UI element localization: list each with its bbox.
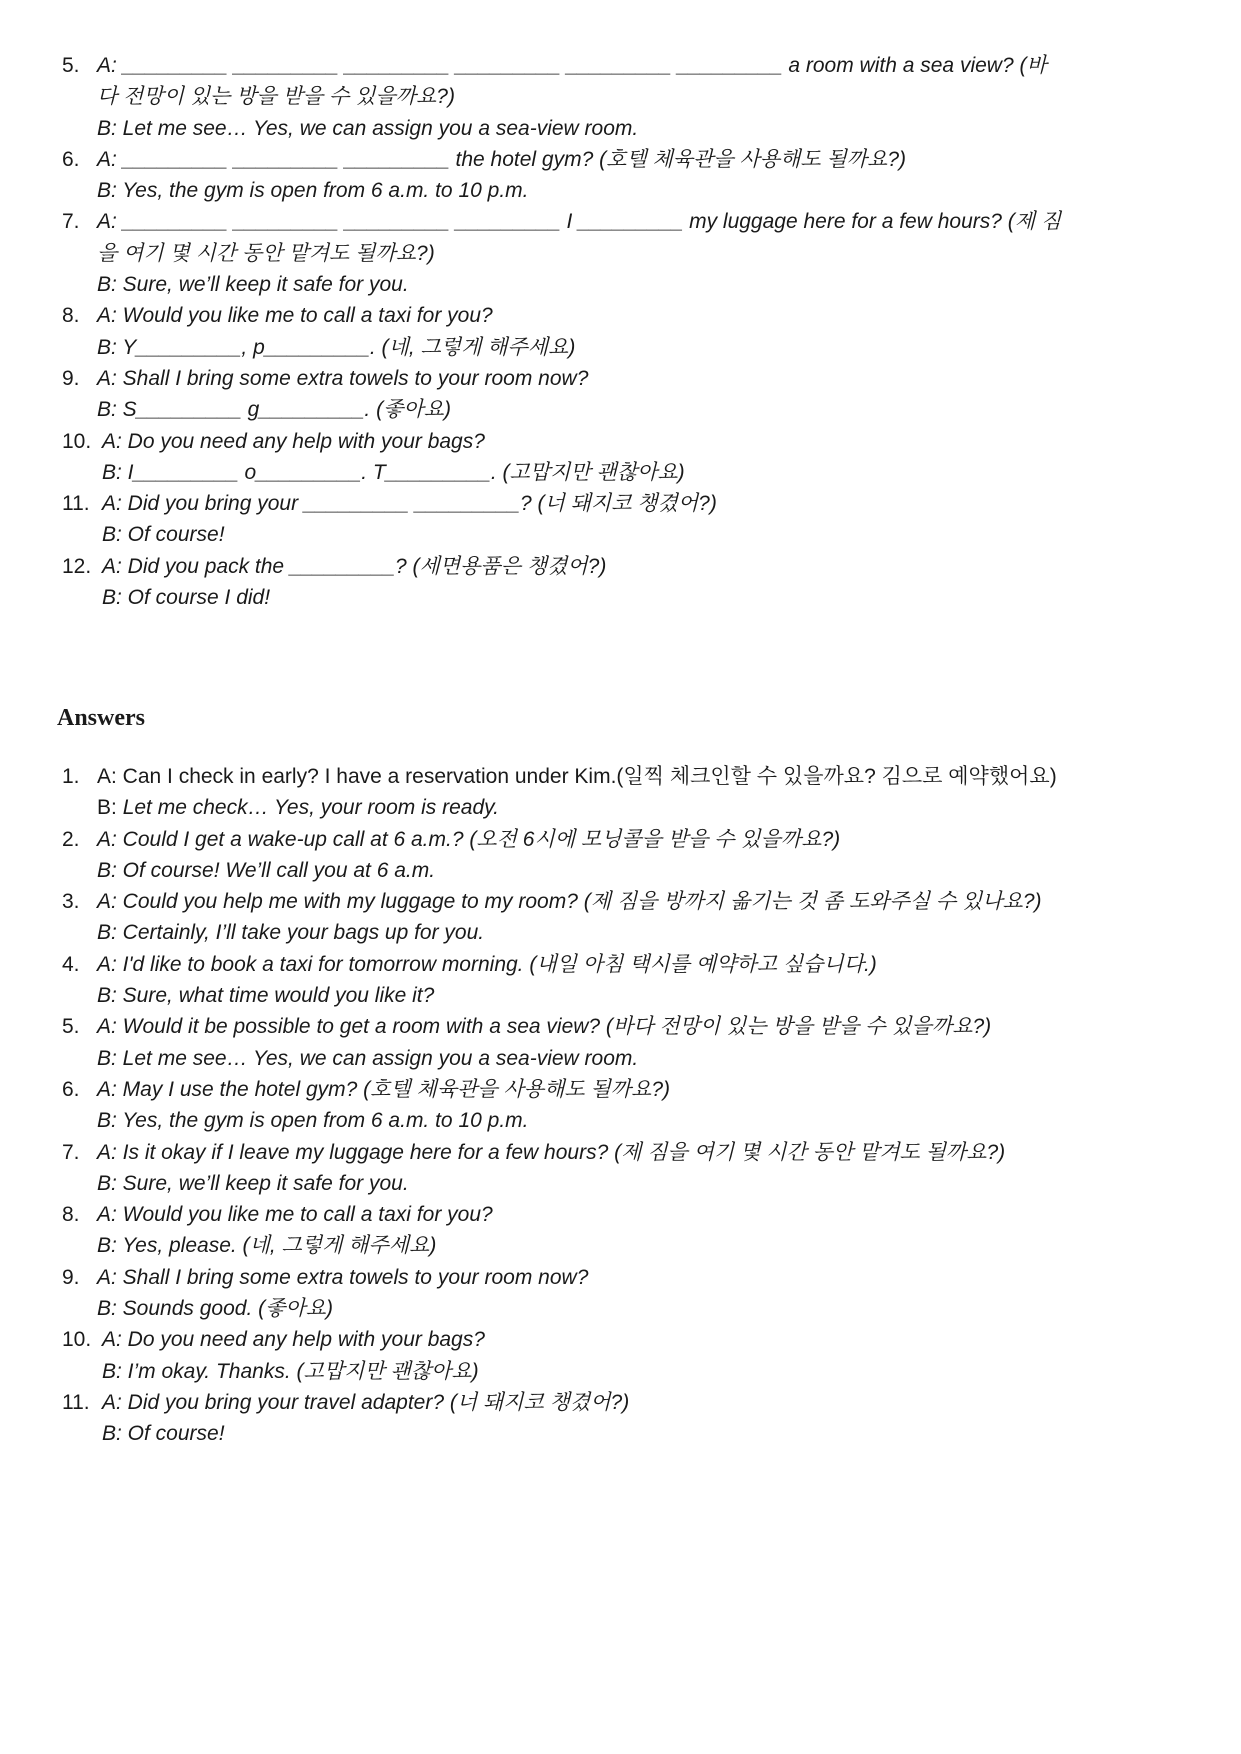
speaker-b-line: B: Sure, we’ll keep it safe for you. (97, 273, 409, 297)
item-number: 7. (62, 210, 80, 234)
list-item (62, 1011, 1062, 1074)
speaker-b-line: B: Of course I did! (102, 586, 271, 610)
list-item (62, 363, 1062, 426)
speaker-b-line: B: Of course! (102, 1422, 225, 1446)
speaker-b-line: B: Sure, we’ll keep it safe for you. (97, 1171, 409, 1195)
speaker-b-line: B: Yes, please. (네, 그렇게 해주세요) (97, 1234, 437, 1258)
list-item (62, 1262, 1062, 1325)
item-number: 7. (62, 1140, 80, 1164)
speaker-a-line: A: Would you like me to call a taxi for you? (97, 1203, 493, 1227)
list-item (62, 1324, 1062, 1387)
answers-heading: Answers (57, 705, 145, 731)
speaker-b-line: B: Of course! (102, 523, 225, 547)
speaker-a-line: A: Can I check in early? I have a reservation under Kim.(일찍 체크인할 수 있을까요? 김으로 예약했어요) (97, 765, 1057, 788)
speaker-a-line: A: _________ _________ _________ the hotel gym? (호텔 체육관을 사용해도 될까요?) (97, 147, 906, 171)
list-item (62, 1137, 1062, 1200)
item-number: 9. (62, 1265, 80, 1289)
speaker-b-line: B: Sure, what time would you like it? (97, 984, 435, 1008)
speaker-a-line: A: Did you bring your travel adapter? (너 돼지코 챙겼어?) (102, 1390, 630, 1414)
speaker-b-line: B: Certainly, I’ll take your bags up for you. (97, 921, 485, 945)
speaker-a-line: A: _________ _________ _________ _________ _________ _________ a room with a sea view? (바다 전망이 있는 방을 받을 수 있을까요?) (97, 54, 1047, 109)
list-item (62, 824, 1062, 887)
list-item (62, 1387, 1062, 1450)
speaker-b-label: B: (97, 796, 123, 820)
speaker-a-line: A: Would it be possible to get a room with a sea view? (바다 전망이 있는 방을 받을 수 있을까요?) (97, 1015, 992, 1039)
speaker-b-line: B: Of course! We’ll call you at 6 a.m. (97, 858, 436, 882)
speaker-b-line: B: Y_________, p_________. (네, 그렇게 해주세요) (97, 335, 576, 359)
list-item (62, 949, 1062, 1012)
list-item (62, 300, 1062, 363)
speaker-b-line: B: S_________ g_________. (좋아요) (97, 398, 451, 422)
list-item (62, 1074, 1062, 1137)
exercise-list (62, 50, 1062, 613)
speaker-a-line: A: Did you pack the _________? (세면용품은 챙겼어?) (102, 554, 607, 578)
speaker-a-line: A: Is it okay if I leave my luggage here for a few hours? (제 짐을 여기 몇 시간 동안 맡겨도 될까요?) (97, 1140, 1006, 1164)
list-item (62, 144, 1062, 207)
item-number: 9. (62, 366, 80, 390)
item-number: 8. (62, 1203, 80, 1227)
list-item (62, 488, 1062, 551)
item-number: 1. (62, 765, 80, 788)
speaker-b-line: B: Let me see… Yes, we can assign you a sea-view room. (97, 1046, 639, 1070)
item-number: 6. (62, 147, 80, 171)
speaker-a-line: A: Do you need any help with your bags? (102, 1328, 485, 1352)
item-number: 11. (62, 1390, 90, 1414)
speaker-b-line: B: I_________ o_________. T_________. (고맙지만 괜찮아요) (102, 460, 685, 484)
speaker-b-line: B: Sounds good. (좋아요) (97, 1297, 333, 1321)
list-item (62, 206, 1062, 300)
item-number: 3. (62, 890, 80, 914)
speaker-a-line: A: Did you bring your _________ _________? (너 돼지코 챙겼어?) (102, 492, 717, 516)
speaker-a-line: A: Do you need any help with your bags? (102, 429, 485, 453)
item-number: 4. (62, 952, 80, 976)
item-number: 10. (62, 429, 92, 453)
item-number: 5. (62, 1015, 80, 1039)
item-number: 11. (62, 492, 90, 516)
item-number: 5. (62, 54, 80, 77)
item-number: 10. (62, 1328, 92, 1352)
speaker-a-line: A: Shall I bring some extra towels to your room now? (97, 1265, 589, 1289)
answers-list (62, 761, 1062, 1450)
speaker-a-line: A: Would you like me to call a taxi for you? (97, 304, 493, 328)
list-item (62, 761, 1062, 824)
speaker-a-line: A: I'd like to book a taxi for tomorrow morning. (내일 아침 택시를 예약하고 싶습니다.) (97, 952, 877, 976)
speaker-b-line (97, 792, 1062, 823)
speaker-b-line: B: Let me see… Yes, we can assign you a sea-view room. (97, 116, 639, 140)
list-item (62, 551, 1062, 614)
list-item (62, 886, 1062, 949)
speaker-b-line: B: Yes, the gym is open from 6 a.m. to 10 p.m. (97, 179, 529, 203)
speaker-a-line: A: _________ _________ _________ _________ I _________ my luggage here for a few hours? (제 짐을 여기 몇 시간 동안 맡겨도 될까요?) (97, 210, 1062, 265)
list-item (62, 1199, 1062, 1262)
speaker-a-line: A: May I use the hotel gym? (호텔 체육관을 사용해도 될까요?) (97, 1077, 671, 1101)
item-number: 8. (62, 304, 80, 328)
speaker-a-line: A: Could you help me with my luggage to my room? (제 짐을 방까지 옮기는 것 좀 도와주실 수 있나요?) (97, 890, 1042, 914)
item-number: 2. (62, 827, 80, 851)
speaker-b-line: B: I’m okay. Thanks. (고맙지만 괜찮아요) (102, 1359, 479, 1383)
speaker-b-text: Let me check… Yes, your room is ready. (122, 796, 499, 820)
item-number: 6. (62, 1077, 80, 1101)
speaker-b-line: B: Yes, the gym is open from 6 a.m. to 10 p.m. (97, 1109, 529, 1133)
speaker-a-line: A: Could I get a wake-up call at 6 a.m.? (오전 6시에 모닝콜을 받을 수 있을까요?) (97, 827, 841, 851)
list-item (62, 50, 1062, 144)
speaker-a-line: A: Shall I bring some extra towels to your room now? (97, 366, 589, 390)
item-number: 12. (62, 554, 92, 578)
list-item (62, 426, 1062, 489)
